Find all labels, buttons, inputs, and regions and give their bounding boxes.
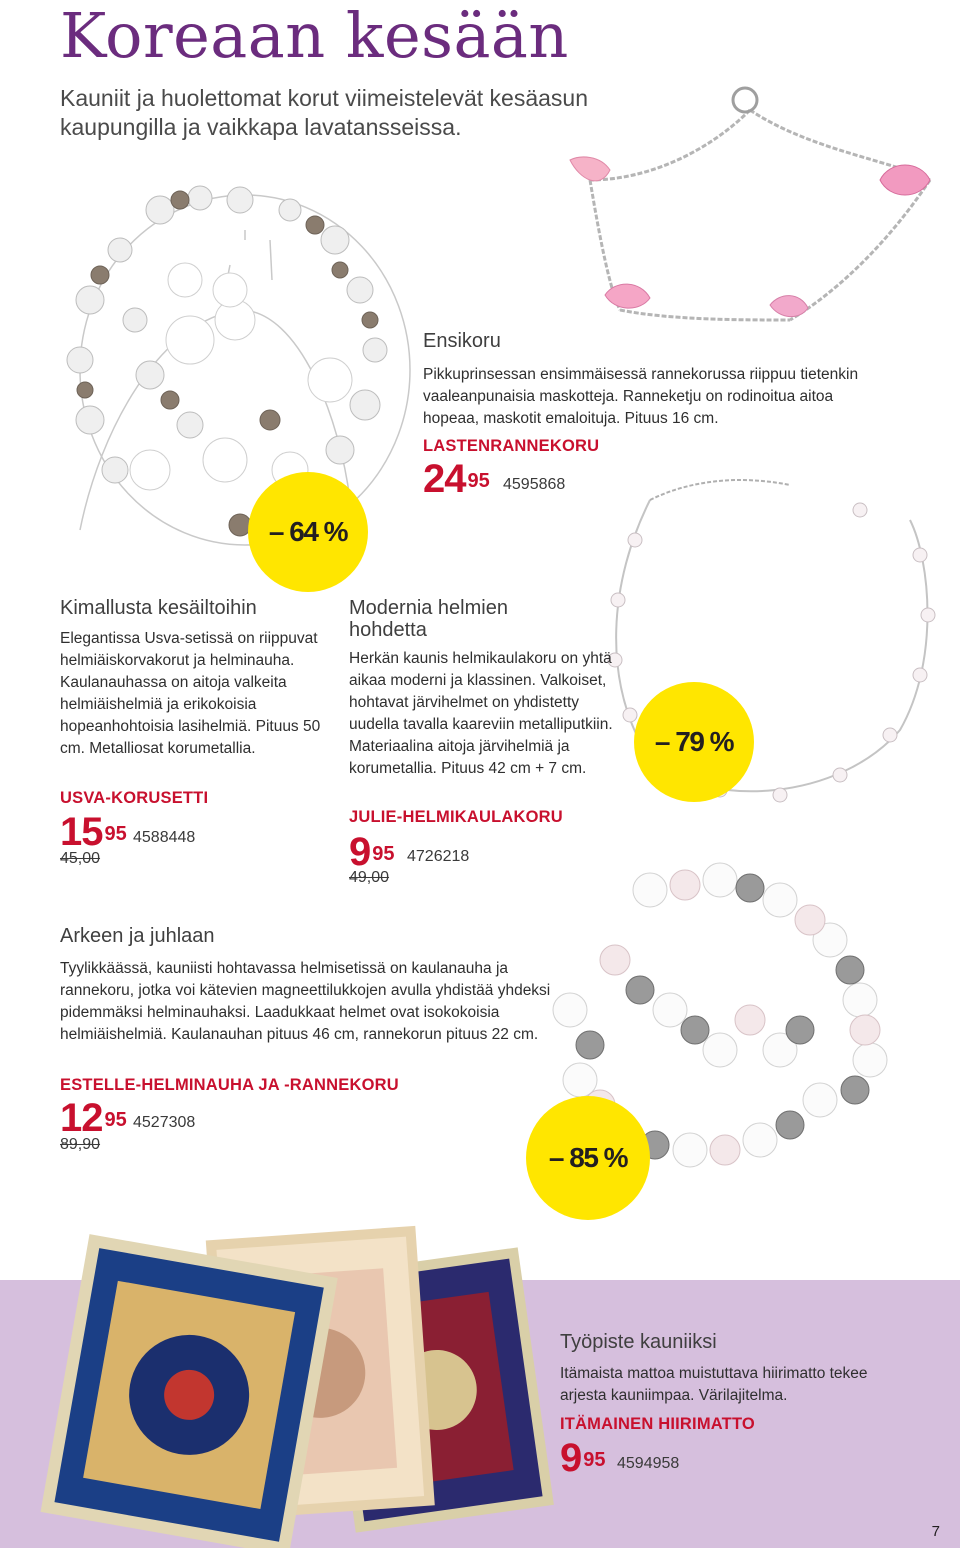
hiirimatto-image	[40, 1210, 560, 1548]
usva-price: 15 $^{95}$	[60, 810, 127, 854]
page-subtitle: Kauniit ja huolettomat korut viimeistelevät kesäasun kaupungilla ja vaikkapa lavatansseissa.	[60, 85, 589, 140]
ensikoru-heading: Ensikoru	[423, 330, 501, 352]
estelle-price: 12 $^{95}$	[60, 1096, 127, 1140]
lastenrannekoru-image	[560, 70, 960, 350]
ensikoru-price: 24 $^{95}$	[423, 457, 490, 501]
usva-description: Elegantissa Usva-setissä on riippuvat helmiäiskorvakorut ja helminauha. Kaulanauhassa on aitoja valkeita helmiäishelmiä ja erikokoisia hopeanhohtoisia lasihelmiä. Pituus 50 cm. Metalliosat korumetallia.	[60, 630, 321, 757]
usva-product-name: USVA-KORUSETTI	[60, 789, 209, 807]
julie-product-code: 4726218	[407, 848, 470, 865]
julie-discount-badge: – 79 %	[634, 682, 754, 802]
hiirimatto-description: Itämaista mattoa muistuttava hiirimatto tekee arjesta kauniimpaa. Värilajitelma.	[560, 1365, 868, 1404]
usva-old-price: 45,00	[60, 850, 101, 867]
estelle-old-price: 89,90	[60, 1136, 101, 1153]
estelle-description: Tyylikkäässä, kauniisti hohtavassa helmisetissä on kaulanauha ja rannekoru, jotka voi kätevien magneettilukkojen avulla yhdistää yhdeksi pidemmäksi helminauhaksi. Laadukkaat helmet ovat isokokoisia helmiäishelmiä. Kaulanauhan pituus 46 cm, rannekorun pituus 22 cm.	[60, 960, 551, 1043]
estelle-discount-badge: – 85 %	[526, 1096, 650, 1220]
estelle-product-code: 4527308	[133, 1114, 196, 1131]
usva-heading: Kimallusta kesäiltoihin	[60, 597, 257, 619]
ensikoru-product-name: LASTENRANNEKORU	[423, 437, 600, 455]
usva-discount-badge: – 64 %	[248, 472, 368, 592]
ensikoru-product-code: 4595868	[503, 476, 566, 493]
estelle-heading: Arkeen ja juhlaan	[60, 925, 215, 947]
hiirimatto-price: 9 $^{95}$	[560, 1436, 606, 1480]
usva-product-code: 4588448	[133, 829, 196, 846]
ensikoru-description: Pikkuprinsessan ensimmäisessä rannekorussa riippuu tietenkin vaaleanpunaisia maskotteja. Ranneketju on rodinoitua aitoa hopeaa, maskotit emaloituja. Pituus 16 cm.	[423, 366, 859, 427]
hiirimatto-product-name: ITÄMAINEN HIIRIMATTO	[560, 1415, 755, 1433]
julie-product-name: JULIE-HELMIKAULAKORU	[349, 808, 563, 826]
hiirimatto-heading: Työpiste kauniiksi	[560, 1331, 717, 1353]
page-number: 7	[931, 1523, 940, 1540]
hiirimatto-product-code: 4594958	[617, 1455, 680, 1472]
page-title: Koreaan kesään	[60, 0, 569, 72]
julie-price: 9 $^{95}$	[349, 830, 395, 874]
julie-description: Herkän kaunis helmikaulakoru on yhtä aikaa moderni ja klassinen. Valkoiset, hohtavat järvihelmet on yhdistetty uudella tavalla kaareviin metalliputkiin. Materiaalina aitoja järvihelmiä ja korumetallia. Pituus 42 cm + 7 cm.	[349, 650, 613, 777]
julie-old-price: 49,00	[349, 869, 390, 886]
estelle-product-name: ESTELLE-HELMINAUHA JA -RANNEKORU	[60, 1076, 399, 1094]
julie-heading: Modernia helmien hohdetta	[349, 597, 508, 641]
